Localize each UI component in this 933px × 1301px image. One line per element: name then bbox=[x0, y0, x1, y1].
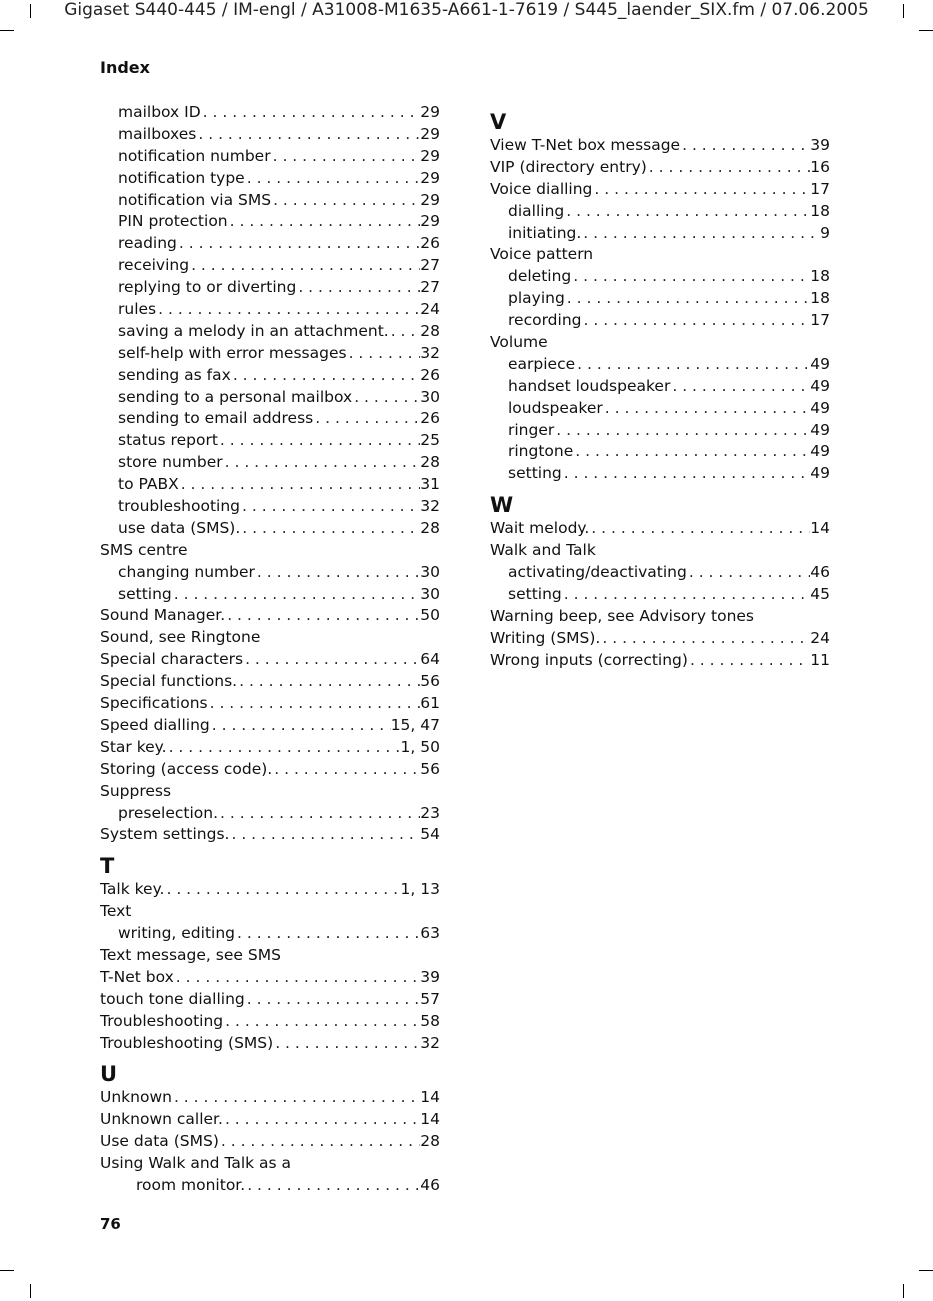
page-reference: 16 bbox=[810, 157, 830, 176]
index-column-left bbox=[100, 102, 440, 1197]
dot-leader bbox=[223, 1109, 420, 1131]
index-entry bbox=[490, 441, 830, 463]
dot-leader bbox=[680, 135, 810, 157]
index-term: Writing (SMS). bbox=[490, 628, 601, 647]
dot-leader bbox=[245, 1175, 420, 1197]
dot-leader bbox=[231, 365, 420, 387]
page-reference: 17 bbox=[810, 311, 830, 330]
index-term: Unknown caller. bbox=[100, 1110, 223, 1129]
index-term: sending as fax bbox=[118, 365, 231, 384]
index-term: Using Walk and Talk as a bbox=[100, 1154, 292, 1173]
index-entry bbox=[100, 408, 440, 430]
dot-leader bbox=[565, 288, 810, 310]
page-reference: 29 bbox=[420, 168, 440, 187]
page-reference: 49 bbox=[810, 464, 830, 483]
dot-leader bbox=[296, 277, 420, 299]
index-term: initiating. bbox=[508, 223, 582, 242]
index-entry bbox=[490, 179, 830, 201]
page-reference: 14 bbox=[420, 1088, 440, 1107]
index-term: sending to email address bbox=[118, 409, 314, 428]
index-term: Suppress bbox=[100, 781, 172, 800]
index-entry bbox=[100, 146, 440, 168]
dot-leader bbox=[581, 223, 820, 245]
index-entry bbox=[100, 1153, 440, 1175]
letter-heading: W bbox=[490, 493, 514, 518]
index-entry bbox=[490, 266, 830, 288]
index-term: room monitor. bbox=[136, 1175, 246, 1194]
dot-leader bbox=[245, 989, 421, 1011]
page-reference: 14 bbox=[420, 1110, 440, 1129]
page-reference: 56 bbox=[420, 672, 440, 691]
index-entry bbox=[100, 190, 440, 212]
index-term: Sound Manager. bbox=[100, 606, 226, 625]
dot-leader bbox=[223, 452, 421, 474]
index-term: dialling bbox=[508, 201, 565, 220]
index-entry bbox=[100, 693, 440, 715]
index-term: saving a melody in an attachment. bbox=[118, 321, 389, 340]
page-reference: 50 bbox=[420, 606, 440, 625]
dot-leader bbox=[172, 1087, 420, 1109]
crop-mark bbox=[0, 30, 14, 31]
index-entry bbox=[100, 824, 440, 846]
index-entry bbox=[100, 124, 440, 146]
page-reference: 49 bbox=[810, 398, 830, 417]
crop-mark bbox=[30, 1284, 31, 1298]
index-entry bbox=[100, 1175, 440, 1197]
index-entry bbox=[100, 1109, 440, 1131]
index-term: deleting bbox=[508, 267, 572, 286]
index-entry bbox=[100, 945, 440, 967]
page-reference: 18 bbox=[810, 289, 830, 308]
index-entry bbox=[100, 233, 440, 255]
dot-leader bbox=[272, 759, 420, 781]
dot-leader bbox=[647, 157, 810, 179]
index-entry bbox=[100, 967, 440, 989]
index-entry bbox=[100, 277, 440, 299]
index-entry bbox=[100, 168, 440, 190]
index-entry bbox=[490, 398, 830, 420]
dot-leader bbox=[273, 1033, 420, 1055]
index-term: System settings. bbox=[100, 825, 230, 844]
index-entry bbox=[490, 628, 830, 650]
index-term: writing, editing bbox=[118, 924, 235, 943]
dot-leader bbox=[603, 398, 811, 420]
index-entry bbox=[490, 354, 830, 376]
crop-mark bbox=[919, 1270, 933, 1271]
index-term: Storing (access code). bbox=[100, 759, 273, 778]
page-reference: 24 bbox=[420, 300, 440, 319]
index-term: setting bbox=[508, 584, 562, 603]
index-entry bbox=[490, 650, 830, 672]
dot-leader bbox=[235, 923, 420, 945]
index-term: mailboxes bbox=[118, 124, 197, 143]
dot-leader bbox=[218, 430, 420, 452]
page-reference: 14 bbox=[810, 519, 830, 538]
dot-leader bbox=[255, 562, 420, 584]
index-term: earpiece bbox=[508, 354, 576, 373]
index-term: Wrong inputs (correcting) bbox=[490, 650, 688, 669]
page-reference: 15, 47 bbox=[390, 715, 440, 734]
index-term: Walk and Talk bbox=[490, 541, 596, 560]
index-entry bbox=[100, 1033, 440, 1055]
dot-leader bbox=[389, 321, 421, 343]
index-term: Volume bbox=[490, 333, 548, 352]
page-reference: 27 bbox=[420, 256, 440, 275]
index-term: handset loudspeaker bbox=[508, 376, 671, 395]
dot-leader bbox=[196, 124, 420, 146]
page-number: 76 bbox=[100, 1215, 121, 1233]
index-entry bbox=[490, 420, 830, 442]
index-entry bbox=[100, 102, 440, 124]
index-term: Star key. bbox=[100, 737, 167, 756]
page-reference: 32 bbox=[420, 343, 440, 362]
index-entry bbox=[490, 223, 830, 245]
index-term: self-help with error messages bbox=[118, 343, 347, 362]
dot-leader bbox=[670, 376, 810, 398]
index-term: Voice pattern bbox=[490, 245, 594, 264]
page-reference: 57 bbox=[420, 989, 440, 1008]
index-entry bbox=[100, 1011, 440, 1033]
index-term: changing number bbox=[118, 562, 255, 581]
dot-leader bbox=[581, 310, 810, 332]
index-term: preselection. bbox=[118, 803, 219, 822]
page-reference: 25 bbox=[420, 431, 440, 450]
page-reference: 29 bbox=[420, 190, 440, 209]
page-reference: 23 bbox=[420, 803, 440, 822]
index-entry bbox=[490, 201, 830, 223]
dot-leader bbox=[575, 354, 810, 376]
index-term: Special characters bbox=[100, 650, 244, 669]
dot-leader bbox=[174, 967, 420, 989]
page-reference: 31 bbox=[420, 475, 440, 494]
index-term: use data (SMS). bbox=[118, 518, 241, 537]
index-entry bbox=[490, 310, 830, 332]
dot-leader bbox=[562, 463, 811, 485]
dot-leader bbox=[240, 518, 420, 540]
page-reference: 30 bbox=[420, 584, 440, 603]
index-term: T-Net box bbox=[100, 967, 174, 986]
index-entry bbox=[490, 540, 830, 562]
index-entry bbox=[100, 1131, 440, 1153]
index-term: Troubleshooting bbox=[100, 1011, 224, 1030]
dot-leader bbox=[688, 650, 810, 672]
index-term: to PABX bbox=[118, 475, 179, 494]
index-entry bbox=[490, 463, 830, 485]
page-reference: 39 bbox=[420, 967, 440, 986]
dot-leader bbox=[571, 266, 810, 288]
index-term: Speed dialling bbox=[100, 715, 210, 734]
index-term: Talk key. bbox=[100, 880, 165, 899]
index-entry bbox=[490, 376, 830, 398]
index-term: notification number bbox=[118, 146, 271, 165]
index-term: Use data (SMS) bbox=[100, 1132, 219, 1151]
letter-heading: V bbox=[490, 110, 507, 134]
index-entry bbox=[100, 781, 440, 803]
page-reference: 28 bbox=[420, 321, 440, 340]
index-entry bbox=[100, 901, 440, 923]
dot-leader bbox=[573, 441, 810, 463]
index-entry bbox=[100, 737, 440, 759]
index-term: mailbox ID bbox=[118, 103, 201, 121]
dot-leader bbox=[218, 803, 420, 825]
index-term: Voice dialling bbox=[490, 179, 593, 198]
index-term: Troubleshooting (SMS) bbox=[100, 1033, 274, 1052]
page-reference: 39 bbox=[810, 136, 830, 154]
dot-leader bbox=[352, 387, 420, 409]
page-reference: 32 bbox=[420, 497, 440, 516]
index-entry bbox=[100, 255, 440, 277]
index-term: ringtone bbox=[508, 442, 574, 461]
index-entry bbox=[100, 496, 440, 518]
page-reference: 26 bbox=[420, 365, 440, 384]
index-entry bbox=[490, 518, 830, 540]
index-term: rules bbox=[118, 300, 157, 319]
index-term: Warning beep, see Advisory tones bbox=[490, 606, 755, 625]
index-entry bbox=[100, 562, 440, 584]
page-reference: 28 bbox=[420, 453, 440, 472]
index-entry bbox=[100, 923, 440, 945]
dot-leader bbox=[179, 474, 421, 496]
index-term: store number bbox=[118, 453, 223, 472]
index-entry bbox=[100, 321, 440, 343]
index-term: recording bbox=[508, 311, 582, 330]
index-entry bbox=[100, 584, 440, 606]
index-term: VIP (directory entry) bbox=[490, 157, 647, 176]
index-term: Text bbox=[100, 902, 132, 921]
index-entry bbox=[100, 211, 440, 233]
index-entry bbox=[100, 387, 440, 409]
dot-leader bbox=[172, 584, 421, 606]
index-term: Sound, see Ringtone bbox=[100, 628, 261, 647]
dot-leader bbox=[223, 1011, 420, 1033]
page-reference: 58 bbox=[420, 1011, 440, 1030]
page-reference: 61 bbox=[420, 694, 440, 713]
index-entry bbox=[490, 562, 830, 584]
page-reference: 11 bbox=[810, 650, 830, 669]
page-reference: 24 bbox=[810, 628, 830, 647]
index-entry bbox=[490, 606, 830, 628]
index-entry bbox=[100, 299, 440, 321]
index-entry bbox=[100, 759, 440, 781]
page-reference: 27 bbox=[420, 278, 440, 297]
dot-leader bbox=[554, 420, 810, 442]
dot-leader bbox=[237, 671, 420, 693]
index-column-right bbox=[490, 102, 830, 671]
dot-leader bbox=[313, 408, 420, 430]
dot-leader bbox=[589, 518, 810, 540]
index-entry bbox=[490, 157, 830, 179]
page-reference: 29 bbox=[420, 212, 440, 231]
index-term: replying to or diverting bbox=[118, 278, 297, 297]
dot-leader bbox=[225, 605, 420, 627]
page-reference: 30 bbox=[420, 562, 440, 581]
page-reference: 49 bbox=[810, 354, 830, 373]
page-reference: 49 bbox=[810, 442, 830, 461]
index-entry bbox=[100, 605, 440, 627]
dot-leader bbox=[229, 824, 420, 846]
dot-leader bbox=[201, 102, 421, 124]
index-term: activating/deactivating bbox=[508, 563, 687, 582]
page-reference: 64 bbox=[420, 650, 440, 669]
dot-leader bbox=[592, 179, 810, 201]
dot-leader bbox=[219, 1131, 420, 1153]
dot-leader bbox=[210, 715, 391, 737]
index-term: receiving bbox=[118, 256, 190, 275]
page-reference: 29 bbox=[420, 146, 440, 165]
index-term: ringer bbox=[508, 420, 555, 439]
page-reference: 54 bbox=[420, 825, 440, 844]
dot-leader bbox=[245, 168, 421, 190]
crop-mark bbox=[0, 1270, 14, 1271]
dot-leader bbox=[562, 584, 811, 606]
index-entry bbox=[100, 430, 440, 452]
crop-mark bbox=[903, 1284, 904, 1298]
index-entry bbox=[100, 803, 440, 825]
dot-leader bbox=[167, 737, 401, 759]
page-reference: 46 bbox=[420, 1175, 440, 1194]
dot-leader bbox=[240, 496, 420, 518]
page-reference: 28 bbox=[420, 518, 440, 537]
index-term: Text message, see SMS bbox=[100, 945, 281, 964]
index-term: touch tone dialling bbox=[100, 989, 245, 1008]
index-entry bbox=[100, 671, 440, 693]
index-term: PIN protection bbox=[118, 212, 228, 231]
page-reference: 26 bbox=[420, 409, 440, 428]
index-entry bbox=[100, 879, 440, 901]
index-entry bbox=[490, 244, 830, 266]
dot-leader bbox=[564, 201, 810, 223]
section-title: Index bbox=[100, 58, 150, 77]
page-reference: 9 bbox=[820, 223, 830, 242]
page-reference: 56 bbox=[420, 759, 440, 778]
page-reference: 1, 13 bbox=[400, 880, 440, 899]
page-reference: 49 bbox=[810, 376, 830, 395]
dot-leader bbox=[228, 211, 421, 233]
dot-leader bbox=[687, 562, 810, 584]
dot-leader bbox=[177, 233, 420, 255]
crop-mark bbox=[919, 30, 933, 31]
letter-heading: U bbox=[100, 1062, 118, 1087]
dot-leader bbox=[271, 190, 420, 212]
index-term: Special functions. bbox=[100, 672, 238, 691]
index-entry bbox=[490, 288, 830, 310]
dot-leader bbox=[189, 255, 420, 277]
index-term: reading bbox=[118, 234, 177, 253]
page-reference: 28 bbox=[420, 1132, 440, 1151]
index-entry bbox=[100, 474, 440, 496]
index-entry bbox=[100, 1087, 440, 1109]
dot-leader bbox=[208, 693, 421, 715]
dot-leader bbox=[271, 146, 421, 168]
dot-leader bbox=[156, 299, 420, 321]
index-entry bbox=[100, 627, 440, 649]
index-term: notification type bbox=[118, 168, 245, 187]
index-entry bbox=[490, 584, 830, 606]
index-entry bbox=[100, 540, 440, 562]
index-term: Wait melody. bbox=[490, 519, 590, 538]
page-reference: 46 bbox=[810, 563, 830, 582]
index-entry bbox=[100, 715, 440, 737]
index-term: Specifications bbox=[100, 694, 208, 713]
index-entry bbox=[490, 135, 830, 157]
index-entry bbox=[100, 989, 440, 1011]
index-term: loudspeaker bbox=[508, 398, 603, 417]
letter-heading: T bbox=[100, 854, 115, 879]
page-reference: 63 bbox=[420, 924, 440, 943]
page-reference: 18 bbox=[810, 267, 830, 286]
page-reference: 45 bbox=[810, 584, 830, 603]
document-header: Gigaset S440-445 / IM-engl / A31008-M1635-A661-1-7619 / S445_laender_SIX.fm / 07.06.2005 bbox=[64, 0, 869, 20]
index-entry bbox=[100, 452, 440, 474]
index-term: setting bbox=[508, 464, 562, 483]
page-reference: 26 bbox=[420, 234, 440, 253]
index-term: status report bbox=[118, 431, 218, 450]
index-entry bbox=[100, 649, 440, 671]
page-reference: 32 bbox=[420, 1033, 440, 1052]
dot-leader bbox=[164, 879, 400, 901]
page-reference: 18 bbox=[810, 201, 830, 220]
page-reference: 29 bbox=[420, 124, 440, 143]
index-term: playing bbox=[508, 289, 565, 308]
page-reference: 29 bbox=[420, 103, 440, 121]
index-term: setting bbox=[118, 584, 172, 603]
index-term: Unknown bbox=[100, 1088, 172, 1107]
index-entry bbox=[100, 365, 440, 387]
dot-leader bbox=[600, 628, 810, 650]
page-reference: 1, 50 bbox=[400, 737, 440, 756]
index-entry bbox=[100, 343, 440, 365]
page-reference: 30 bbox=[420, 387, 440, 406]
index-term: notification via SMS bbox=[118, 190, 272, 209]
dot-leader bbox=[243, 649, 420, 671]
index-entry bbox=[100, 518, 440, 540]
index-term: troubleshooting bbox=[118, 497, 241, 516]
page-reference: 17 bbox=[810, 179, 830, 198]
index-entry bbox=[490, 332, 830, 354]
dot-leader bbox=[347, 343, 421, 365]
page-reference: 49 bbox=[810, 420, 830, 439]
index-term: SMS centre bbox=[100, 540, 188, 559]
index-term: View T-Net box message bbox=[490, 136, 681, 154]
index-term: sending to a personal mailbox bbox=[118, 387, 353, 406]
